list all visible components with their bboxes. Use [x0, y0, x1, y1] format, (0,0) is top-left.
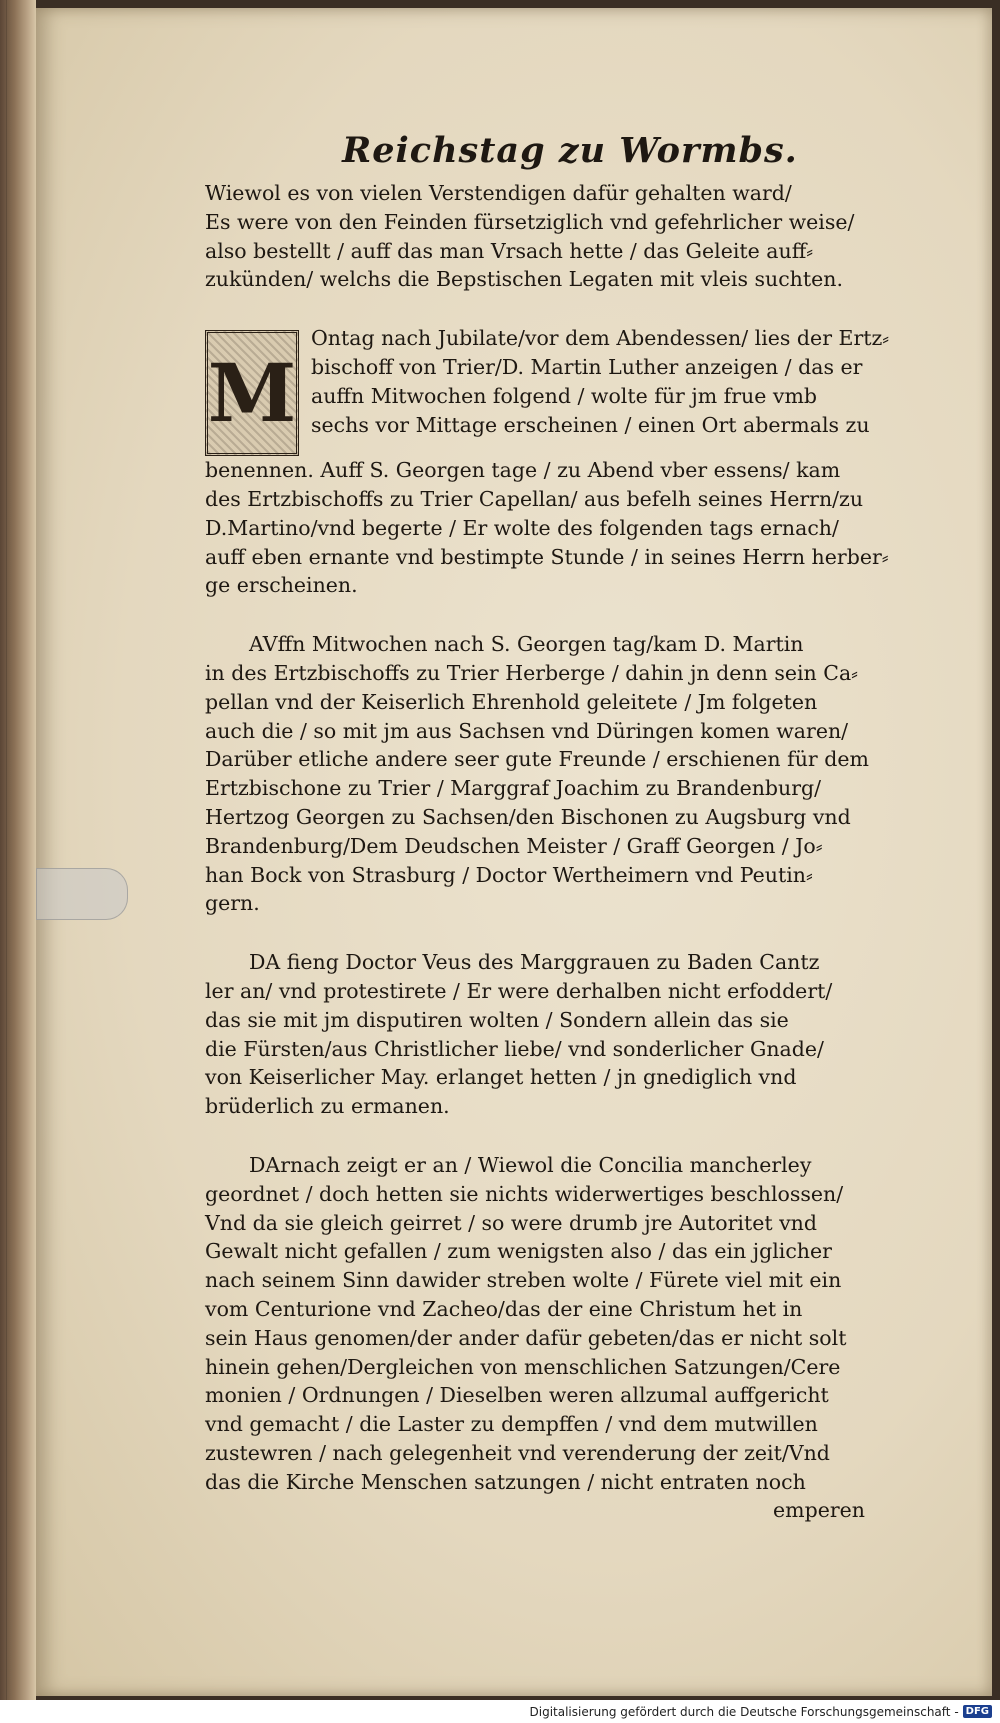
text-line: sechs vor Mittage erscheinen / einen Ort abermals zu [311, 412, 870, 437]
footer-credit [0, 1700, 1000, 1723]
text-line: Es were von den Feinden fürsetziglich vnd gefehrlicher weise/ [205, 209, 855, 234]
text-line: also bestellt / auff das man Vrsach hette / das Geleite auff⸗ [205, 238, 814, 263]
text-line: zustewren / nach gelegenheit vnd verenderung der zeit/Vnd [205, 1440, 830, 1465]
text-line: nach seinem Sinn dawider streben wolte / Fürete viel mit ein [205, 1268, 842, 1293]
text-line: ge erscheinen. [205, 573, 358, 598]
text-line: Gewalt nicht gefallen / zum wenigsten also / das ein jglicher [205, 1239, 832, 1264]
paragraph-2 [205, 324, 895, 600]
paragraph-1 [205, 179, 895, 294]
text-line: benennen. Auff S. Georgen tage / zu Abend vber essens/ kam [205, 458, 841, 483]
text-line: die Fürsten/aus Christlicher liebe/ vnd sonderlicher Gnade/ [205, 1036, 824, 1061]
text-line: zukünden/ welchs die Bepstischen Legaten mit vleis suchten. [205, 267, 843, 292]
catchword: emperen [773, 1498, 865, 1523]
text-line: sein Haus genomen/der ander dafür gebeten/das er nicht solt [205, 1325, 847, 1350]
text-line: AVffn Mitwochen nach S. Georgen tag/kam D. Martin [249, 632, 804, 657]
text-line: das sie mit jm disputiren wolten / Sondern allein das sie [205, 1007, 789, 1032]
text-line: ler an/ vnd protestirete / Er were derhalben nicht erfoddert/ [205, 978, 833, 1003]
text-line: Darüber etliche andere seer gute Freunde / erschienen für dem [205, 747, 869, 772]
footer-text: Digitalisierung gefördert durch die Deutsche Forschungsgemeinschaft - [529, 1704, 959, 1719]
text-line: vnd gemacht / die Laster zu dempffen / vnd dem mutwillen [205, 1412, 818, 1437]
page-text [205, 130, 895, 1555]
text-line: auff eben ernante vnd bestimpte Stunde / in seines Herrn herber⸗ [205, 544, 889, 569]
text-line: des Ertzbischoffs zu Trier Capellan/ aus befelh seines Herrn/zu [205, 486, 864, 511]
text-line: von Keiserlicher May. erlanget hetten / jn gnediglich vnd [205, 1065, 797, 1090]
paragraph-3 [205, 630, 895, 918]
text-line: monien / Ordnungen / Dieselben weren allzumal auffgericht [205, 1383, 829, 1408]
dfg-logo: DFG [963, 1705, 992, 1718]
text-line: geordnet / doch hetten sie nichts widerwertiges beschlossen/ [205, 1181, 844, 1206]
text-line: Ontag nach Jubilate/vor dem Abendessen/ lies der Ertz⸗ [311, 326, 890, 351]
text-line: hinein gehen/Dergleichen von menschlichen Satzungen/Cere [205, 1354, 841, 1379]
text-line: DArnach zeigt er an / Wiewol die Concilia mancherley [249, 1152, 812, 1177]
paragraph-5 [205, 1151, 895, 1525]
text-line: auffn Mitwochen folgend / wolte für jm frue vmb [311, 383, 818, 408]
running-head: Reichstag zu Wormbs. [342, 130, 798, 171]
text-line: Ertzbischone zu Trier / Marggraf Joachim zu Brandenburg/ [205, 776, 822, 801]
text-line: auch die / so mit jm aus Sachsen vnd Düringen komen waren/ [205, 718, 849, 743]
book-page-edges [0, 0, 36, 1700]
text-line: brüderlich zu ermanen. [205, 1094, 450, 1119]
text-line: das die Kirche Menschen satzungen / nicht entraten noch [205, 1469, 806, 1494]
text-line: in des Ertzbischoffs zu Trier Herberge / dahin jn denn sein Ca⸗ [205, 660, 858, 685]
text-line: bischoff von Trier/D. Martin Luther anzeigen / das er [311, 354, 863, 379]
text-line: D.Martino/vnd begerte / Er wolte des folgenden tags ernach/ [205, 515, 839, 540]
text-line: vom Centurione vnd Zacheo/das der eine Christum het in [205, 1296, 803, 1321]
paragraph-4 [205, 948, 895, 1121]
decorated-initial: M [205, 330, 299, 456]
text-line: Brandenburg/Dem Deudschen Meister / Graff Georgen / Jo⸗ [205, 833, 823, 858]
text-line: DA fieng Doctor Veus des Marggrauen zu Baden Cantz [249, 950, 820, 975]
text-line: gern. [205, 891, 260, 916]
text-line: Wiewol es von vielen Verstendigen dafür gehalten ward/ [205, 181, 792, 205]
text-line: pellan vnd der Keiserlich Ehrenhold geleitete / Jm folgeten [205, 689, 818, 714]
page-clip [36, 868, 128, 920]
text-line: Hertzog Georgen zu Sachsen/den Bischonen zu Augsburg vnd [205, 804, 851, 829]
text-line: Vnd da sie gleich geirret / so were drumb jre Autoritet vnd [205, 1210, 818, 1235]
text-line: han Bock von Strasburg / Doctor Wertheimern vnd Peutin⸗ [205, 862, 813, 887]
